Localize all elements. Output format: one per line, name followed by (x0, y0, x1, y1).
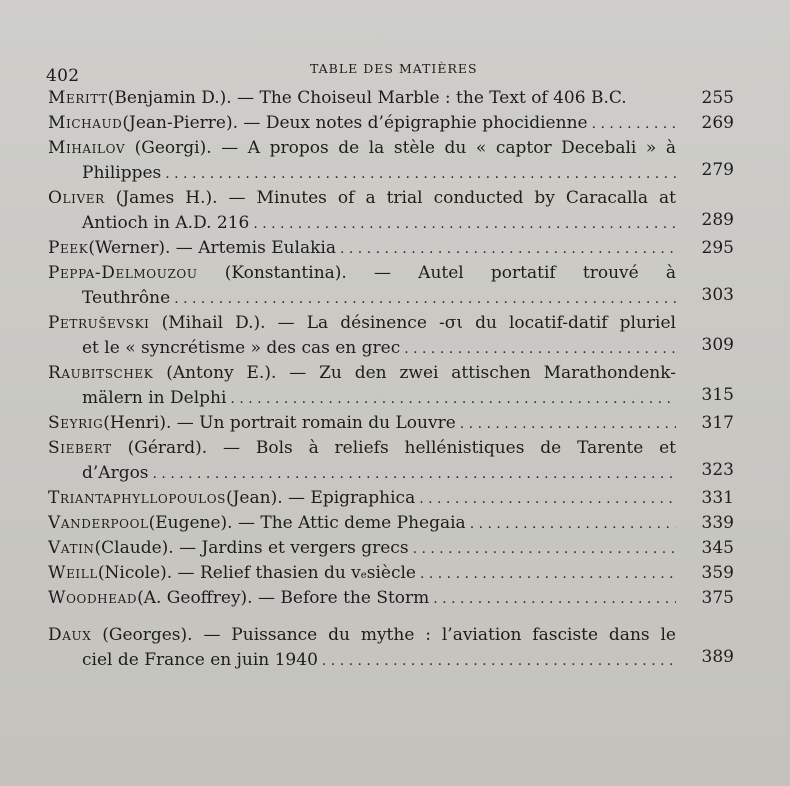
dot-leader (420, 562, 676, 586)
entry-page: 255 (701, 88, 734, 108)
dot-leader (592, 112, 676, 136)
toc-entry (48, 186, 734, 236)
entry-title-continued: Antioch in A.D. 216 (82, 213, 250, 233)
entry-title: (Claude). — Jardins et vergers grecs (94, 538, 409, 558)
entry-title-continued: et le « syncrétisme » des cas en grec (82, 338, 401, 358)
entry-page: 289 (701, 210, 734, 230)
entry-page: 345 (701, 538, 734, 558)
entry-title: (Eugene). — The Attic deme Phegaia (148, 513, 466, 533)
entry-author: Oliver (48, 188, 105, 208)
entry-title: (Jean-Pierre). — Deux notes d’épigraphie phocidienne (122, 113, 588, 133)
dot-leader (460, 412, 676, 436)
entry-author: Peppa-Delmouzou (48, 263, 198, 283)
toc-entry (48, 86, 734, 111)
dot-leader (419, 487, 676, 511)
running-head: TABLE DES MATIÈRES (310, 61, 478, 76)
entry-page: 269 (701, 113, 734, 133)
dot-leader (413, 537, 676, 561)
entry-author: Weill (48, 563, 98, 583)
entry-page: 323 (701, 460, 734, 480)
toc-entry (48, 236, 734, 261)
dot-leader (253, 212, 676, 236)
entry-title: (Georges). — Puissance du mythe : l’aviation fasciste dans le (91, 625, 676, 645)
entry-title: (Werner). — Artemis Eulakia (88, 238, 336, 258)
toc-entry: Weill (Nicole). — Relief thasien du v e siècle . . . 359 (48, 561, 734, 586)
toc-entry (48, 361, 734, 411)
table-of-contents (48, 86, 734, 673)
entry-author: Siebert (48, 438, 112, 458)
entry-title-continued: mälern in Delphi (82, 388, 227, 408)
toc-entry (48, 511, 734, 536)
entry-title-continued: Philippes (82, 163, 162, 183)
entry-page: 317 (701, 413, 734, 433)
entry-title: (James H.). — Minutes of a trial conducted by Caracalla at (104, 188, 676, 208)
entry-title-end: siècle (366, 563, 416, 583)
toc-entry (48, 311, 734, 361)
entry-author: Woodhead (48, 588, 138, 608)
entry-author: Petruševski (48, 313, 150, 333)
entry-title: (Antony E.). — Zu den zwei attischen Marathondenk- (153, 363, 676, 383)
dot-leader (404, 337, 676, 361)
entry-title: (Nicole). — Relief thasien du v (97, 563, 361, 583)
entry-author: Peek (48, 238, 89, 258)
entry-title: (Mihail D.). — La désinence -σι du locatif-datif pluriel (149, 313, 676, 333)
entry-author: Vanderpool (48, 513, 149, 533)
entry-title: (Konstantina). — Autel portatif trouvé à (197, 263, 676, 283)
entry-page: 389 (701, 647, 734, 667)
entry-page: 295 (701, 238, 734, 258)
toc-entry (48, 586, 734, 611)
entry-author: Michaud (48, 113, 123, 133)
entry-title-continued: Teuthrône (82, 288, 171, 308)
entry-author: Meritt (48, 88, 108, 108)
entry-author: Triantaphyllopoulos (48, 488, 226, 508)
entry-title: (Jean). — Epigraphica (225, 488, 416, 508)
entry-author: Seyrig (48, 413, 104, 433)
entry-title: (Georgi). — A propos de la stèle du « captor Decebali » à (125, 138, 676, 158)
dot-leader (322, 649, 676, 673)
toc-entry (48, 486, 734, 511)
toc-entry (48, 111, 734, 136)
dot-leader (153, 462, 676, 486)
dot-leader (470, 512, 676, 536)
entry-page: 309 (701, 335, 734, 355)
entry-title-continued: ciel de France en juin 1940 (82, 650, 318, 670)
toc-entry (48, 436, 734, 486)
dot-leader (433, 587, 676, 611)
entry-page: 315 (701, 385, 734, 405)
entry-author: Mihailov (48, 138, 126, 158)
entry-author: Raubitschek (48, 363, 154, 383)
dot-leader (340, 237, 676, 261)
dot-leader (174, 287, 676, 311)
entry-title-continued: d’Argos (82, 463, 149, 483)
page-number: 402 (46, 66, 80, 86)
entry-author: Daux (48, 625, 92, 645)
entry-page: 279 (701, 160, 734, 180)
toc-entry (48, 623, 734, 673)
dot-leader (230, 387, 676, 411)
entry-page: 375 (701, 588, 734, 608)
toc-entry (48, 536, 734, 561)
entry-page: 339 (701, 513, 734, 533)
toc-entry (48, 136, 734, 186)
entry-title: (Gérard). — Bols à reliefs hellénistiques de Tarente et (111, 438, 676, 458)
entry-title: (A. Geoffrey). — Before the Storm (137, 588, 430, 608)
entry-page: 303 (701, 285, 734, 305)
entry-title: (Benjamin D.). — The Choiseul Marble : the Text of 406 B.C. (107, 88, 627, 108)
dot-leader (165, 162, 676, 186)
entry-page: 331 (701, 488, 734, 508)
entry-author: Vatin (48, 538, 95, 558)
toc-entry (48, 411, 734, 436)
toc-entry (48, 261, 734, 311)
entry-title: (Henri). — Un portrait romain du Louvre (103, 413, 456, 433)
entry-page: 359 (701, 563, 734, 583)
